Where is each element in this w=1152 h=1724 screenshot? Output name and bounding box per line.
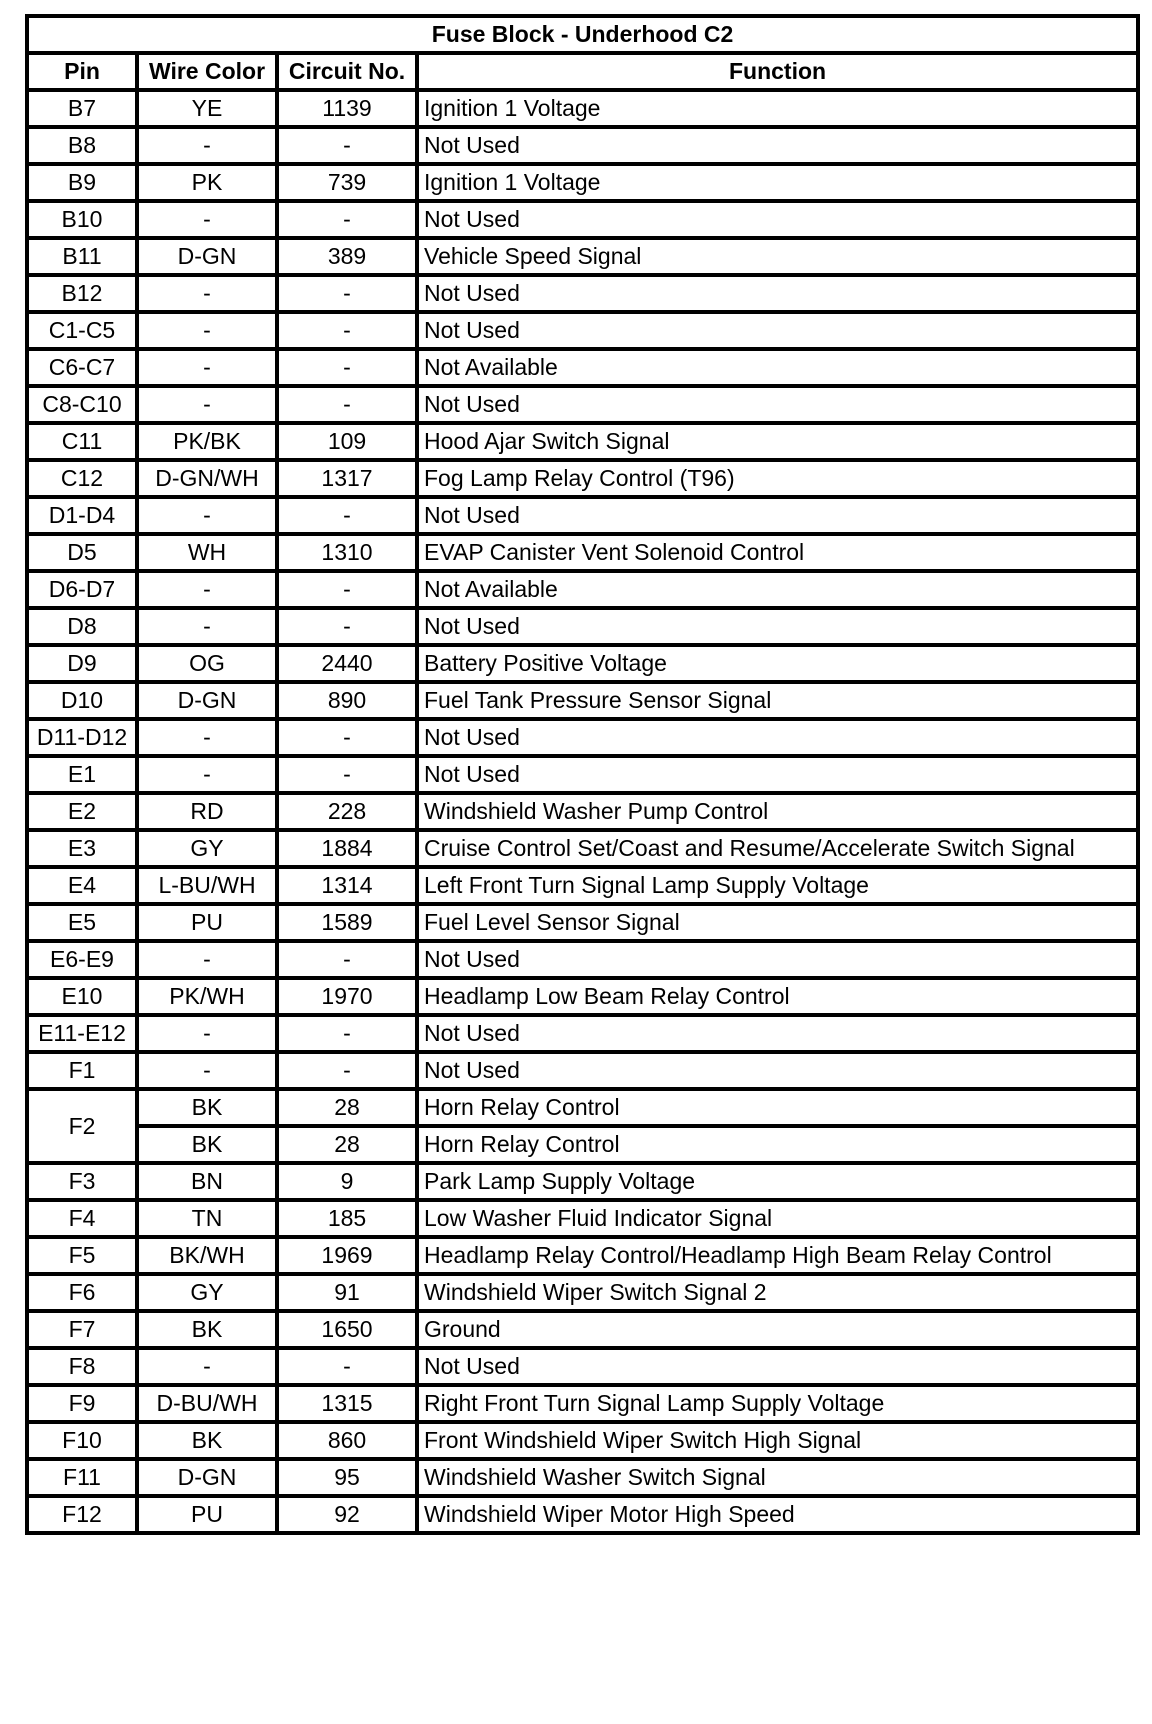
- circuit-number-cell: 1314: [277, 867, 417, 904]
- wire-color-cell: -: [137, 386, 277, 423]
- circuit-number-cell: 389: [277, 238, 417, 275]
- function-cell: Not Used: [417, 756, 1138, 793]
- table-row: [27, 201, 1138, 238]
- circuit-number-cell: 1884: [277, 830, 417, 867]
- pin-cell: F2: [27, 1089, 137, 1163]
- circuit-number-cell: -: [277, 127, 417, 164]
- circuit-number-cell: 1139: [277, 90, 417, 127]
- function-cell: Horn Relay Control: [417, 1089, 1138, 1126]
- wire-color-cell: BK: [137, 1126, 277, 1163]
- table-row: [27, 238, 1138, 275]
- circuit-number-cell: 228: [277, 793, 417, 830]
- pin-cell: F3: [27, 1163, 137, 1200]
- circuit-number-cell: 860: [277, 1422, 417, 1459]
- pin-cell: D8: [27, 608, 137, 645]
- pin-cell: B11: [27, 238, 137, 275]
- wire-color-cell: -: [137, 349, 277, 386]
- function-cell: Ignition 1 Voltage: [417, 164, 1138, 201]
- circuit-number-cell: 739: [277, 164, 417, 201]
- pin-cell: E1: [27, 756, 137, 793]
- table-row: [27, 645, 1138, 682]
- circuit-number-cell: 28: [277, 1126, 417, 1163]
- pin-cell: F6: [27, 1274, 137, 1311]
- function-cell: Ignition 1 Voltage: [417, 90, 1138, 127]
- wire-color-cell: -: [137, 1052, 277, 1089]
- pin-cell: D5: [27, 534, 137, 571]
- table-row: [27, 460, 1138, 497]
- table-row: [27, 571, 1138, 608]
- circuit-number-cell: -: [277, 201, 417, 238]
- pin-cell: F8: [27, 1348, 137, 1385]
- table-row: [27, 386, 1138, 423]
- pin-cell: F11: [27, 1459, 137, 1496]
- wire-color-cell: RD: [137, 793, 277, 830]
- circuit-number-cell: -: [277, 941, 417, 978]
- wire-color-cell: WH: [137, 534, 277, 571]
- function-cell: Not Used: [417, 312, 1138, 349]
- header-wire-color: Wire Color: [137, 53, 277, 90]
- header-row: [27, 53, 1138, 90]
- function-cell: Windshield Washer Switch Signal: [417, 1459, 1138, 1496]
- circuit-number-cell: 1310: [277, 534, 417, 571]
- table-title: Fuse Block - Underhood C2: [27, 16, 1138, 53]
- wire-color-cell: TN: [137, 1200, 277, 1237]
- wire-color-cell: BN: [137, 1163, 277, 1200]
- pin-cell: D1-D4: [27, 497, 137, 534]
- table-row: [27, 1385, 1138, 1422]
- circuit-number-cell: 92: [277, 1496, 417, 1533]
- pin-cell: E3: [27, 830, 137, 867]
- table-row: [27, 1126, 1138, 1163]
- table-row: [27, 423, 1138, 460]
- function-cell: Ground: [417, 1311, 1138, 1348]
- function-cell: Headlamp Relay Control/Headlamp High Beam Relay Control: [417, 1237, 1138, 1274]
- function-cell: Not Used: [417, 941, 1138, 978]
- pin-cell: F7: [27, 1311, 137, 1348]
- function-cell: Not Used: [417, 608, 1138, 645]
- circuit-number-cell: 185: [277, 1200, 417, 1237]
- wire-color-cell: -: [137, 608, 277, 645]
- table-row: [27, 1163, 1138, 1200]
- circuit-number-cell: 28: [277, 1089, 417, 1126]
- function-cell: Fog Lamp Relay Control (T96): [417, 460, 1138, 497]
- wire-color-cell: -: [137, 941, 277, 978]
- circuit-number-cell: -: [277, 608, 417, 645]
- table-row: [27, 1311, 1138, 1348]
- wire-color-cell: BK: [137, 1311, 277, 1348]
- wire-color-cell: OG: [137, 645, 277, 682]
- function-cell: Low Washer Fluid Indicator Signal: [417, 1200, 1138, 1237]
- pin-cell: C1-C5: [27, 312, 137, 349]
- table-row: [27, 1237, 1138, 1274]
- wire-color-cell: -: [137, 1015, 277, 1052]
- function-cell: Park Lamp Supply Voltage: [417, 1163, 1138, 1200]
- function-cell: Right Front Turn Signal Lamp Supply Voltage: [417, 1385, 1138, 1422]
- table-row: [27, 1348, 1138, 1385]
- function-cell: Front Windshield Wiper Switch High Signal: [417, 1422, 1138, 1459]
- table-row: [27, 127, 1138, 164]
- pin-cell: B7: [27, 90, 137, 127]
- circuit-number-cell: 1317: [277, 460, 417, 497]
- wire-color-cell: GY: [137, 1274, 277, 1311]
- pin-cell: E2: [27, 793, 137, 830]
- pin-cell: B12: [27, 275, 137, 312]
- function-cell: EVAP Canister Vent Solenoid Control: [417, 534, 1138, 571]
- table-row: [27, 1089, 1138, 1126]
- table-row: [27, 1422, 1138, 1459]
- circuit-number-cell: 95: [277, 1459, 417, 1496]
- circuit-number-cell: -: [277, 1015, 417, 1052]
- wire-color-cell: -: [137, 312, 277, 349]
- function-cell: Not Used: [417, 1052, 1138, 1089]
- circuit-number-cell: 1650: [277, 1311, 417, 1348]
- circuit-number-cell: -: [277, 386, 417, 423]
- wire-color-cell: -: [137, 201, 277, 238]
- table-row: [27, 793, 1138, 830]
- pin-cell: D6-D7: [27, 571, 137, 608]
- table-row: [27, 497, 1138, 534]
- function-cell: Hood Ajar Switch Signal: [417, 423, 1138, 460]
- pin-cell: D11-D12: [27, 719, 137, 756]
- table-row: [27, 1200, 1138, 1237]
- wire-color-cell: PU: [137, 1496, 277, 1533]
- wire-color-cell: BK: [137, 1089, 277, 1126]
- circuit-number-cell: 1970: [277, 978, 417, 1015]
- table-row: [27, 867, 1138, 904]
- table-row: [27, 164, 1138, 201]
- table-row: [27, 275, 1138, 312]
- wire-color-cell: PK/BK: [137, 423, 277, 460]
- function-cell: Left Front Turn Signal Lamp Supply Voltage: [417, 867, 1138, 904]
- circuit-number-cell: -: [277, 497, 417, 534]
- wire-color-cell: -: [137, 1348, 277, 1385]
- circuit-number-cell: 9: [277, 1163, 417, 1200]
- function-cell: Not Used: [417, 386, 1138, 423]
- table-row: [27, 941, 1138, 978]
- pin-cell: C11: [27, 423, 137, 460]
- function-cell: Not Used: [417, 275, 1138, 312]
- function-cell: Windshield Washer Pump Control: [417, 793, 1138, 830]
- pin-cell: F4: [27, 1200, 137, 1237]
- pin-cell: F9: [27, 1385, 137, 1422]
- wire-color-cell: PK/WH: [137, 978, 277, 1015]
- function-cell: Not Available: [417, 571, 1138, 608]
- function-cell: Cruise Control Set/Coast and Resume/Accelerate Switch Signal: [417, 830, 1138, 867]
- header-circuit-no: Circuit No.: [277, 53, 417, 90]
- table-row: [27, 608, 1138, 645]
- pin-cell: B10: [27, 201, 137, 238]
- wire-color-cell: BK/WH: [137, 1237, 277, 1274]
- circuit-number-cell: 1589: [277, 904, 417, 941]
- pin-cell: C8-C10: [27, 386, 137, 423]
- wire-color-cell: -: [137, 275, 277, 312]
- table-row: [27, 1459, 1138, 1496]
- pin-cell: F10: [27, 1422, 137, 1459]
- table-row: [27, 1015, 1138, 1052]
- pin-cell: E4: [27, 867, 137, 904]
- pin-cell: D10: [27, 682, 137, 719]
- pin-cell: F5: [27, 1237, 137, 1274]
- wire-color-cell: D-GN: [137, 238, 277, 275]
- circuit-number-cell: -: [277, 1348, 417, 1385]
- circuit-number-cell: 890: [277, 682, 417, 719]
- function-cell: Fuel Tank Pressure Sensor Signal: [417, 682, 1138, 719]
- function-cell: Not Used: [417, 719, 1138, 756]
- wire-color-cell: D-BU/WH: [137, 1385, 277, 1422]
- circuit-number-cell: -: [277, 756, 417, 793]
- function-cell: Not Used: [417, 127, 1138, 164]
- wire-color-cell: D-GN: [137, 1459, 277, 1496]
- pin-cell: B8: [27, 127, 137, 164]
- circuit-number-cell: -: [277, 571, 417, 608]
- pin-cell: F12: [27, 1496, 137, 1533]
- table-row: [27, 1496, 1138, 1533]
- wire-color-cell: D-GN/WH: [137, 460, 277, 497]
- header-function: Function: [417, 53, 1138, 90]
- table-row: [27, 349, 1138, 386]
- wire-color-cell: -: [137, 571, 277, 608]
- function-cell: Not Used: [417, 1348, 1138, 1385]
- pin-cell: F1: [27, 1052, 137, 1089]
- pin-cell: D9: [27, 645, 137, 682]
- wire-color-cell: -: [137, 719, 277, 756]
- function-cell: Windshield Wiper Motor High Speed: [417, 1496, 1138, 1533]
- table-row: [27, 719, 1138, 756]
- wire-color-cell: PU: [137, 904, 277, 941]
- circuit-number-cell: -: [277, 1052, 417, 1089]
- wire-color-cell: -: [137, 756, 277, 793]
- wire-color-cell: L-BU/WH: [137, 867, 277, 904]
- connector-pinout-table: [25, 14, 1140, 1535]
- circuit-number-cell: -: [277, 312, 417, 349]
- circuit-number-cell: 1315: [277, 1385, 417, 1422]
- wire-color-cell: -: [137, 127, 277, 164]
- circuit-number-cell: 1969: [277, 1237, 417, 1274]
- circuit-number-cell: 109: [277, 423, 417, 460]
- pin-cell: E11-E12: [27, 1015, 137, 1052]
- function-cell: Vehicle Speed Signal: [417, 238, 1138, 275]
- pin-cell: E5: [27, 904, 137, 941]
- function-cell: Fuel Level Sensor Signal: [417, 904, 1138, 941]
- table-row: [27, 682, 1138, 719]
- pin-cell: E6-E9: [27, 941, 137, 978]
- function-cell: Not Available: [417, 349, 1138, 386]
- function-cell: Not Used: [417, 497, 1138, 534]
- table-row: [27, 534, 1138, 571]
- header-pin: Pin: [27, 53, 137, 90]
- circuit-number-cell: 91: [277, 1274, 417, 1311]
- circuit-number-cell: -: [277, 275, 417, 312]
- pin-cell: B9: [27, 164, 137, 201]
- wire-color-cell: YE: [137, 90, 277, 127]
- function-cell: Horn Relay Control: [417, 1126, 1138, 1163]
- function-cell: Not Used: [417, 1015, 1138, 1052]
- wire-color-cell: GY: [137, 830, 277, 867]
- wire-color-cell: -: [137, 497, 277, 534]
- table-row: [27, 1052, 1138, 1089]
- wire-color-cell: PK: [137, 164, 277, 201]
- circuit-number-cell: -: [277, 719, 417, 756]
- wire-color-cell: BK: [137, 1422, 277, 1459]
- function-cell: Windshield Wiper Switch Signal 2: [417, 1274, 1138, 1311]
- pin-cell: C12: [27, 460, 137, 497]
- table-row: [27, 830, 1138, 867]
- circuit-number-cell: -: [277, 349, 417, 386]
- table-row: [27, 904, 1138, 941]
- circuit-number-cell: 2440: [277, 645, 417, 682]
- function-cell: Headlamp Low Beam Relay Control: [417, 978, 1138, 1015]
- table-body: [27, 90, 1138, 1533]
- table-row: [27, 1274, 1138, 1311]
- table-row: [27, 90, 1138, 127]
- table-row: [27, 978, 1138, 1015]
- function-cell: Battery Positive Voltage: [417, 645, 1138, 682]
- table-row: [27, 756, 1138, 793]
- pin-cell: E10: [27, 978, 137, 1015]
- pin-cell: C6-C7: [27, 349, 137, 386]
- title-row: [27, 16, 1138, 53]
- wire-color-cell: D-GN: [137, 682, 277, 719]
- table-row: [27, 312, 1138, 349]
- function-cell: Not Used: [417, 201, 1138, 238]
